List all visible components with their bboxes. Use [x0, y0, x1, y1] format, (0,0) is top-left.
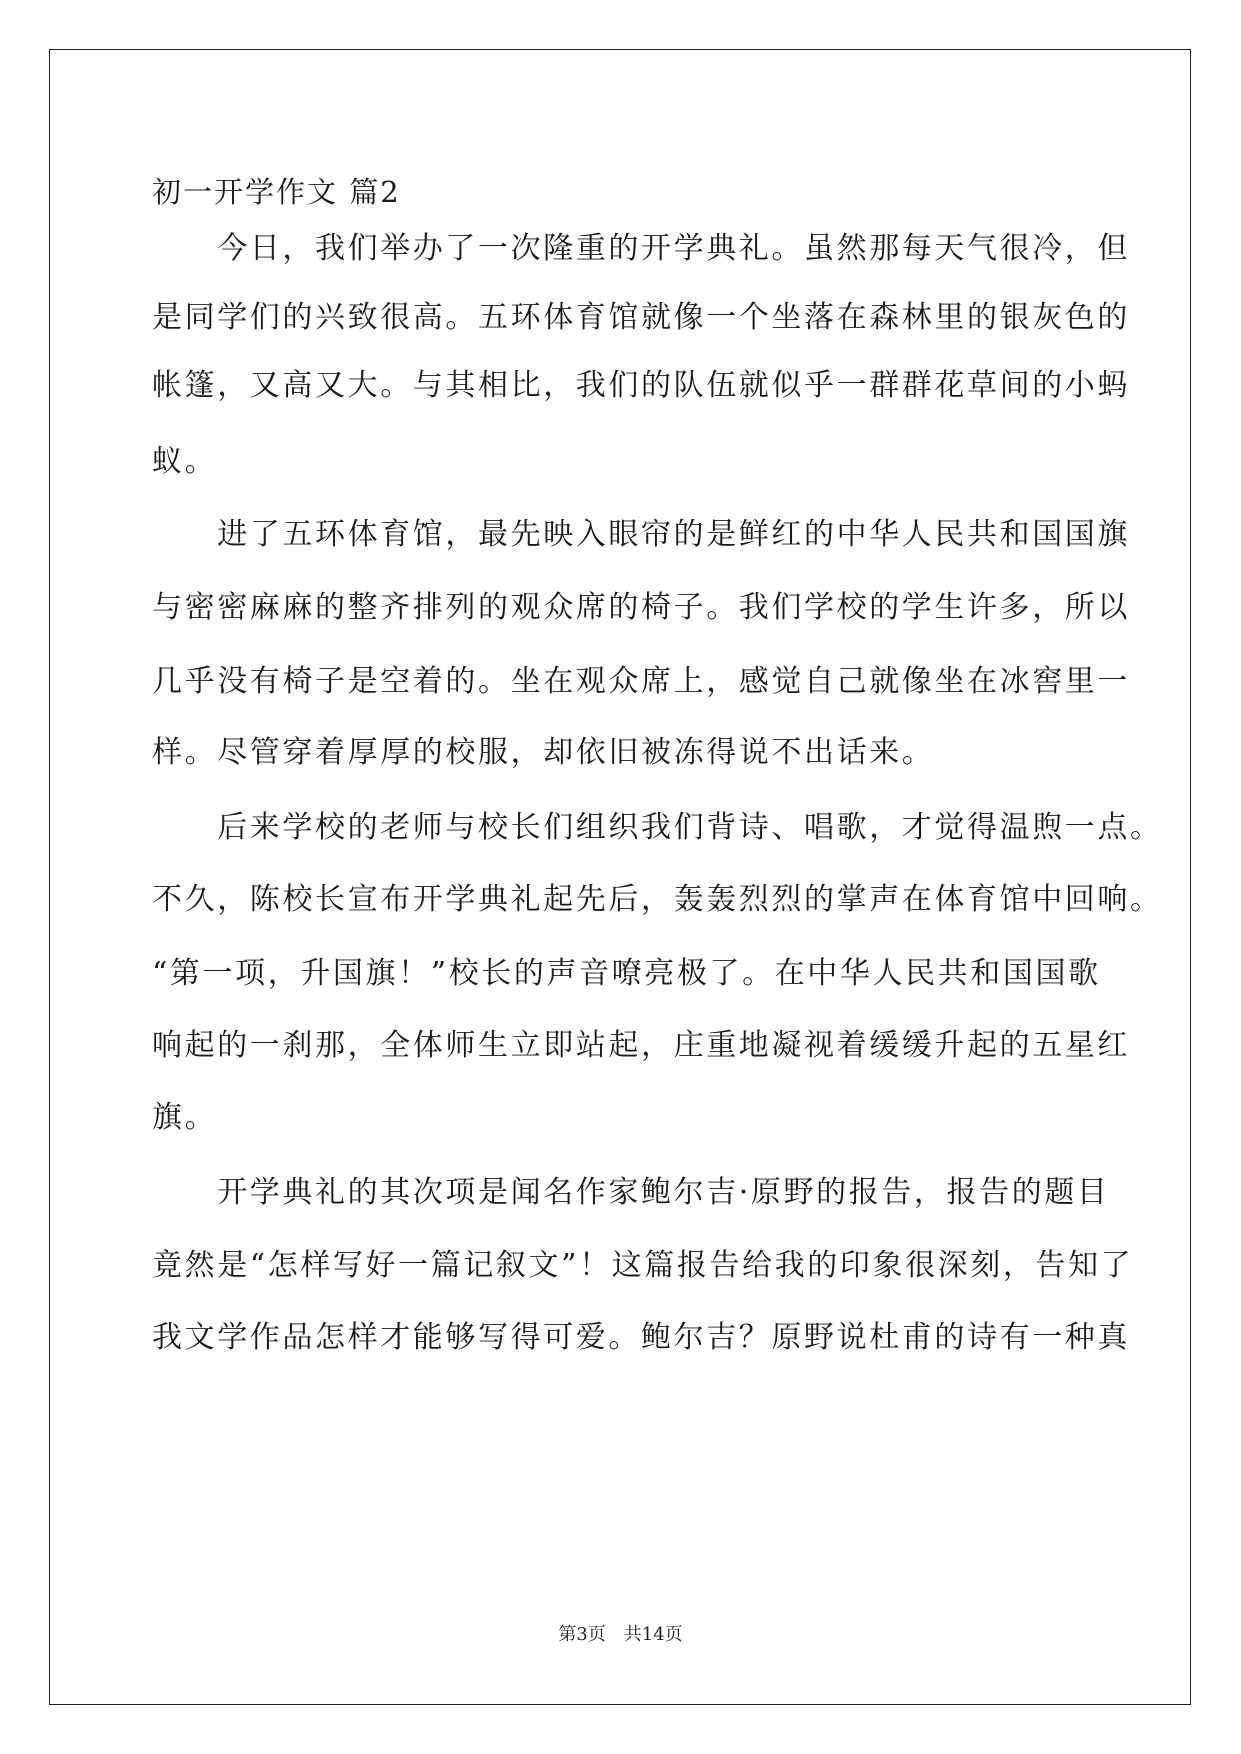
text-line: 是同学们的兴致很高。五环体育馆就像一个坐落在森林里的银灰色的 — [152, 300, 1130, 335]
text-line: 与密密麻麻的整齐排列的观众席的椅子。我们学校的学生许多，所以 — [152, 590, 1130, 625]
text-line: 进了五环体育馆，最先映入眼帘的是鲜红的中华人民共和国国旗 — [152, 517, 1130, 552]
essay-heading: 初一开学作文 篇2 — [152, 175, 401, 209]
text-line: 不久，陈校长宣布开学典礼起先后，轰轰烈烈的掌声在体育馆中回响。 — [152, 882, 1163, 917]
text-line: 开学典礼的其次项是闻名作家鲍尔吉·原野的报告，报告的题目 — [152, 1175, 1110, 1210]
text-line: 后来学校的老师与校长们组织我们背诗、唱歌，才觉得温煦一点。 — [152, 810, 1163, 845]
text-line: 今日，我们举办了一次隆重的开学典礼。虽然那每天气很冷，但 — [152, 231, 1130, 266]
text-line: 蚁。 — [152, 444, 218, 479]
text-line: 样。尽管穿着厚厚的校服，却依旧被冻得说不出话来。 — [152, 735, 935, 770]
page-number-label: 第3页 共14页 — [558, 1624, 683, 1645]
text-line: 我文学作品怎样才能够写得可爱。鲍尔吉？原野说杜甫的诗有一种真 — [152, 1320, 1130, 1355]
text-line: 旗。 — [152, 1100, 218, 1135]
text-line: 几乎没有椅子是空着的。坐在观众席上，感觉自己就像坐在冰窖里一 — [152, 664, 1130, 699]
text-line: 竟然是“怎样写好一篇记叙文”！这篇报告给我的印象很深刻，告知了 — [152, 1248, 1134, 1283]
page-footer — [0, 1620, 1241, 1646]
text-line: 帐篷，又高又大。与其相比，我们的队伍就似乎一群群花草间的小蚂 — [152, 368, 1130, 403]
text-line: “第一项，升国旗！”校长的声音嘹亮极了。在中华人民共和国国歌 — [152, 956, 1101, 991]
text-line: 响起的一刹那，全体师生立即站起，庄重地凝视着缓缓升起的五星红 — [152, 1028, 1130, 1063]
